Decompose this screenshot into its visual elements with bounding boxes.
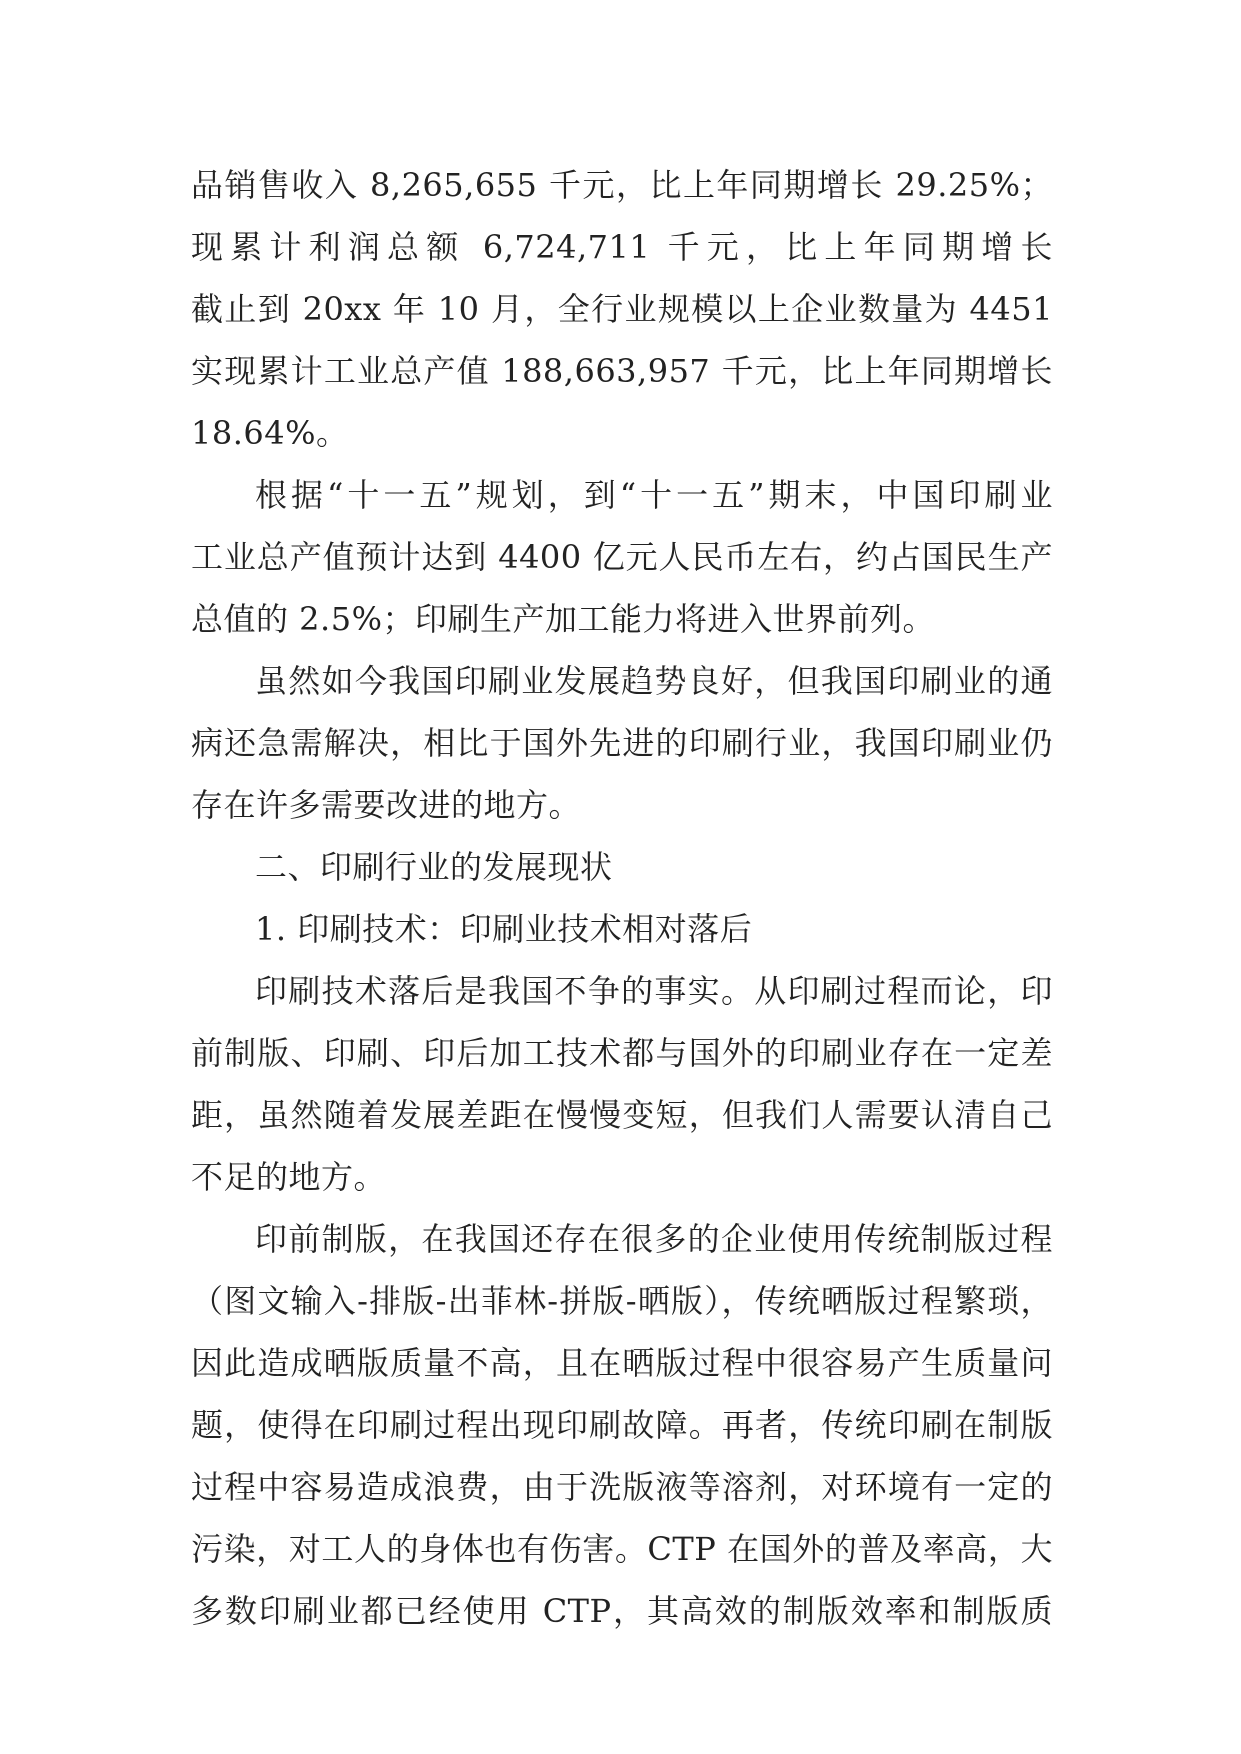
paragraph-first-line: 印刷技术落后是我国不争的事实。从印刷过程而论，印: [255, 972, 1053, 1010]
paragraph-first-line: 根据“十一五”规划，到“十一五”期末，中国印刷业: [255, 476, 1053, 514]
text-line: 距，虽然随着发展差距在慢慢变短，但我们人需要认清自己: [191, 1096, 1053, 1134]
text-line: 不足的地方。: [191, 1158, 387, 1196]
text-line: 总值的 2.5%；印刷生产加工能力将进入世界前列。: [191, 600, 935, 638]
text-line: 现累计利润总额 6,724,711 千元，比上年同期增长: [191, 228, 1053, 266]
text-line: 过程中容易造成浪费，由于洗版液等溶剂，对环境有一定的: [191, 1468, 1053, 1506]
section-heading: 二、印刷行业的发展现状: [255, 848, 613, 886]
text-line: （图文输入-排版-出菲林-拼版-晒版），传统晒版过程繁琐，: [191, 1282, 1053, 1320]
text-line: 实现累计工业总产值 188,663,957 千元，比上年同期增长: [191, 352, 1053, 390]
text-line: 存在许多需要改进的地方。: [191, 786, 582, 824]
text-line: 污染，对工人的身体也有伤害。CTP 在国外的普及率高，大: [191, 1530, 1053, 1568]
text-line: 题，使得在印刷过程出现印刷故障。再者，传统印刷在制版: [191, 1406, 1053, 1444]
document-body: [191, 154, 1053, 1642]
text-line: 品销售收入 8,265,655 千元，比上年同期增长 29.25%；: [191, 166, 1053, 204]
text-line: 因此造成晒版质量不高，且在晒版过程中很容易产生质量问: [191, 1344, 1053, 1382]
text-line: 前制版、印刷、印后加工技术都与国外的印刷业存在一定差: [191, 1034, 1053, 1072]
text-line: 18.64%。: [191, 414, 349, 452]
subsection-heading: 1. 印刷技术：印刷业技术相对落后: [255, 910, 753, 948]
text-line: 病还急需解决，相比于国外先进的印刷行业，我国印刷业仍: [191, 724, 1053, 762]
paragraph-first-line: 印前制版，在我国还存在很多的企业使用传统制版过程: [255, 1220, 1053, 1258]
paragraph-first-line: 虽然如今我国印刷业发展趋势良好，但我国印刷业的通: [255, 662, 1053, 700]
text-line: 工业总产值预计达到 4400 亿元人民币左右，约占国民生产: [191, 538, 1053, 576]
text-line: 截止到 20xx 年 10 月，全行业规模以上企业数量为 4451: [191, 290, 1053, 328]
text-line: 多数印刷业都已经使用 CTP，其高效的制版效率和制版质: [191, 1592, 1053, 1630]
